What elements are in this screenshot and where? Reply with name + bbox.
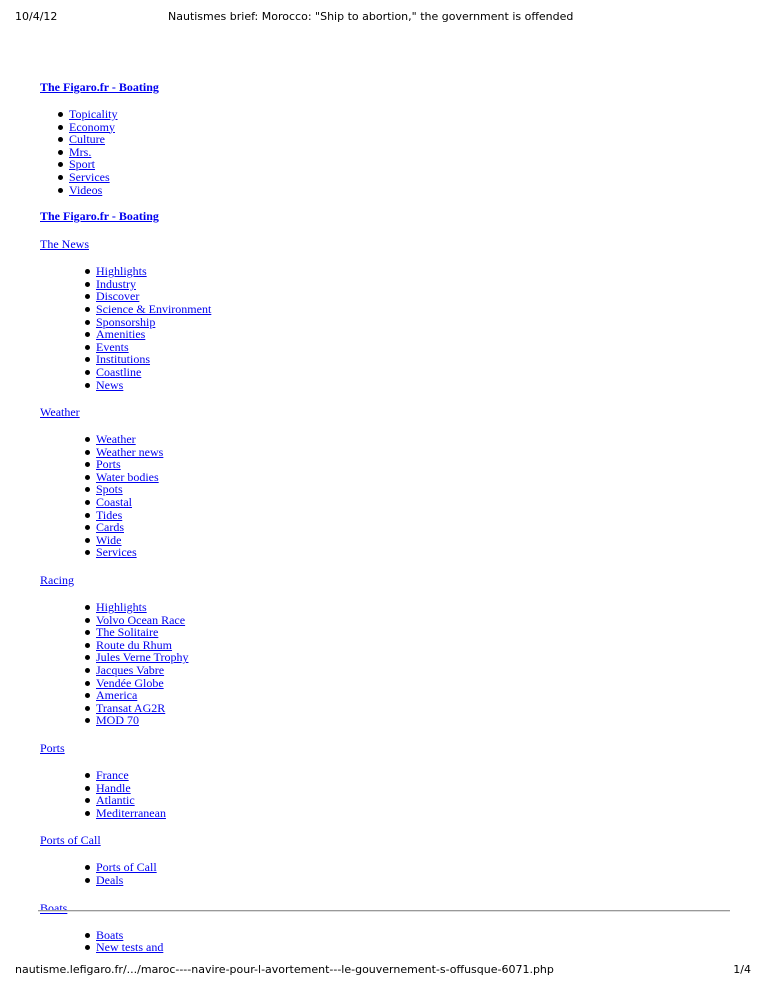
section-item [96,534,730,547]
section-item-link[interactable]: Route du Rhum [96,637,173,652]
section-item [96,664,730,677]
section-item-link[interactable]: Sponsorship [96,314,156,329]
top-nav-link[interactable]: Economy [69,119,115,134]
section-item-link[interactable]: Tides [96,507,123,522]
section-item [96,278,730,291]
top-nav-item [69,184,730,197]
section-list [40,861,730,886]
section-item [96,316,730,329]
section-item [96,379,730,392]
section-item-link[interactable]: Weather news [96,444,164,459]
section-list [40,769,730,819]
section-item [96,483,730,496]
horizontal-rule [38,910,730,912]
top-nav-link[interactable]: Culture [69,132,105,147]
section-item [96,782,730,795]
section-item [96,521,730,534]
section-item [96,433,730,446]
print-footer [0,963,768,979]
site-title-link[interactable]: The Figaro.fr - Boating [40,80,159,94]
section-item-link[interactable]: Coastline [96,364,142,379]
page-number: 1/4 [733,963,751,976]
section-item-link[interactable]: Vendée Globe [96,675,164,690]
top-nav [40,108,730,196]
section-item [96,341,730,354]
section-item [96,328,730,341]
section-item-link[interactable]: Ports [96,457,121,472]
section-item-link[interactable]: Services [96,545,137,560]
section-link[interactable]: Weather [40,405,80,420]
top-nav-item [69,133,730,146]
section-item-link[interactable]: Highlights [96,600,147,615]
section-item-link[interactable]: Cards [96,520,124,535]
print-page-title: Nautismes brief: Morocco: "Ship to abortion," the government is offended [168,10,574,23]
top-nav-link[interactable]: Mrs. [69,144,92,159]
section-item-link[interactable]: Jules Verne Trophy [96,650,189,665]
section-item-link[interactable]: Events [96,339,129,354]
section-item [96,614,730,627]
site-title-link-2[interactable]: The Figaro.fr - Boating [40,209,159,224]
section-list [40,929,730,954]
section-item [96,496,730,509]
section-item-link[interactable]: News [96,377,124,392]
section-item [96,929,730,942]
section-item-link[interactable]: Wide [96,532,122,547]
section-item-link[interactable]: Atlantic [96,793,135,808]
section-item-link[interactable]: New tests and [96,940,164,955]
print-url: nautisme.lefigaro.fr/.../maroc----navire-pour-l-avortement---le-gouvernement-s-offusque-6071.php [15,963,554,976]
section-item-link[interactable]: Transat AG2R [96,700,166,715]
section-item-link[interactable]: Spots [96,482,123,497]
section-link[interactable]: Racing [40,573,74,588]
top-nav-link[interactable]: Videos [69,182,103,197]
section-item-link[interactable]: Highlights [96,264,147,279]
print-header [0,10,768,26]
section-item-link[interactable]: Volvo Ocean Race [96,612,186,627]
section-item-link[interactable]: Amenities [96,327,146,342]
section-item-link[interactable]: Mediterranean [96,805,166,820]
section-list [40,265,730,391]
top-nav-item [69,146,730,159]
top-nav-item [69,121,730,134]
section-link[interactable]: Ports [40,740,65,755]
section-nav [40,237,730,954]
section-item [96,651,730,664]
section-item-link[interactable]: Science & Environment [96,301,212,316]
section-item [96,861,730,874]
top-nav-link[interactable]: Sport [69,157,96,172]
section-item [96,458,730,471]
section-item [96,509,730,522]
section-link[interactable]: Ports of Call [40,833,101,848]
section-item [96,601,730,614]
section-item-link[interactable]: Handle [96,780,131,795]
section-list [40,601,730,727]
section-item-link[interactable]: France [96,767,129,782]
section-item-link[interactable]: Industry [96,276,136,291]
section-item [96,639,730,652]
top-nav-link[interactable]: Services [69,169,110,184]
section-item-link[interactable]: Water bodies [96,469,159,484]
section-item-link[interactable]: Institutions [96,352,151,367]
section-item-link[interactable]: The Solitaire [96,625,159,640]
section-list [40,433,730,559]
section-item [96,353,730,366]
section-item [96,794,730,807]
section-link[interactable]: Boats [40,900,68,915]
section-item-link[interactable]: Deals [96,872,124,887]
section-item-link[interactable]: America [96,688,138,703]
section-item [96,769,730,782]
section-item [96,546,730,559]
top-nav-item [69,158,730,171]
top-nav-item [69,171,730,184]
page-content [40,80,730,954]
section-item-link[interactable]: Coastal [96,495,132,510]
section-item [96,626,730,639]
section-item-link[interactable]: Weather [96,432,136,447]
section-item-link[interactable]: MOD 70 [96,713,140,728]
section-item-link[interactable]: Boats [96,927,124,942]
section-item [96,677,730,690]
section-item [96,874,730,887]
section-item-link[interactable]: Jacques Vabre [96,663,165,677]
section-item [96,941,730,954]
section-item [96,807,730,820]
section-item [96,689,730,702]
section-item [96,471,730,484]
section-link[interactable]: The News [40,237,89,252]
section-item [96,303,730,316]
section-item [96,714,730,727]
top-nav-link[interactable]: Topicality [69,107,118,121]
section-item [96,366,730,379]
print-date: 10/4/12 [15,10,58,23]
top-nav-item [69,108,730,121]
section-item [96,446,730,459]
section-item [96,702,730,715]
section-item [96,265,730,278]
section-item-link[interactable]: Ports of Call [96,860,157,875]
section-item-link[interactable]: Discover [96,289,140,304]
